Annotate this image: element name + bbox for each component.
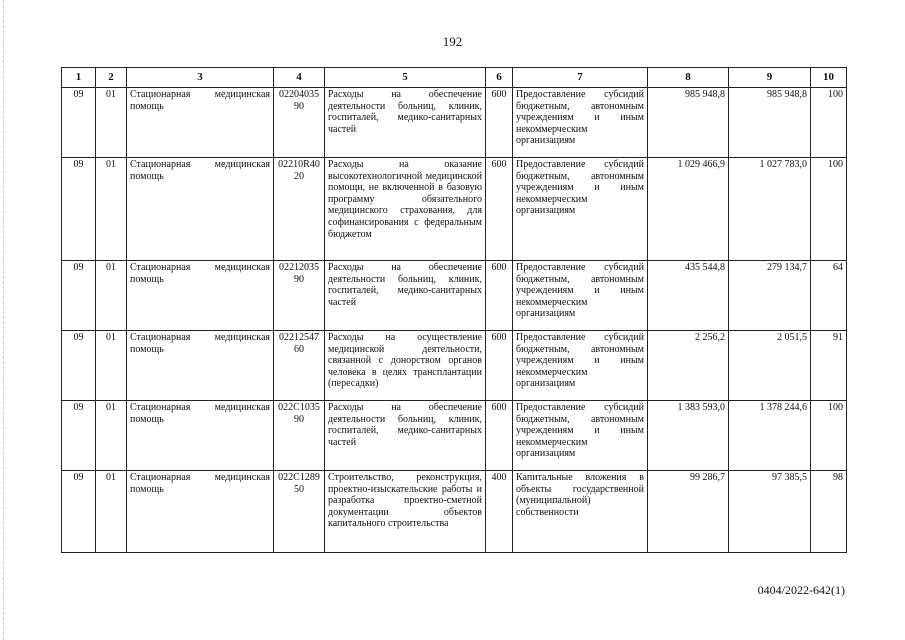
table-row: [62, 261, 847, 331]
cell-section: 09: [62, 401, 96, 471]
cell-section: 09: [62, 331, 96, 401]
document-code: 0404/2022-642(1): [757, 583, 845, 597]
cell-percent: 100: [811, 158, 847, 261]
table-row: [62, 331, 847, 401]
cell-target-code: 0221254760: [274, 331, 325, 401]
cell-expense-type-name: Предоставление субсидий бюджетным, автономным учреждениям и иным некоммерческим организациям: [513, 158, 648, 261]
table-row: [62, 401, 847, 471]
header-cell: 8: [648, 68, 729, 88]
header-cell: 9: [729, 68, 811, 88]
header-cell: 6: [486, 68, 513, 88]
cell-expense-type: 600: [486, 88, 513, 158]
cell-target-name: Расходы на оказание высокотехнологичной медицинской помощи, не включенной в базовую программу обязательного медицинского страхования, для софинансирования с федеральным бюджетом: [325, 158, 486, 261]
cell-target-name: Расходы на обеспечение деятельности больниц, клиник, госпиталей, медико-санитарных частей: [325, 261, 486, 331]
cell-percent: 100: [811, 88, 847, 158]
cell-percent: 64: [811, 261, 847, 331]
cell-subsection-name: Стационарная медицинская помощь: [127, 401, 274, 471]
cell-target-name: Расходы на осуществление медицинской деятельности, связанной с донорством органов человека в целях трансплантации (пересадки): [325, 331, 486, 401]
cell-planned-amount: 985 948,8: [648, 88, 729, 158]
cell-expense-type-name: Предоставление субсидий бюджетным, автономным учреждениям и иным некоммерческим организациям: [513, 331, 648, 401]
cell-planned-amount: 1 383 593,0: [648, 401, 729, 471]
cell-subsection-name: Стационарная медицинская помощь: [127, 471, 274, 553]
cell-target-code: 0221203590: [274, 261, 325, 331]
header-cell: 2: [96, 68, 127, 88]
cell-expense-type: 600: [486, 331, 513, 401]
budget-table: [61, 67, 847, 553]
cell-percent: 98: [811, 471, 847, 553]
cell-actual-amount: 2 051,5: [729, 331, 811, 401]
cell-section: 09: [62, 88, 96, 158]
header-cell: 1: [62, 68, 96, 88]
table-row: [62, 471, 847, 553]
cell-section: 09: [62, 471, 96, 553]
cell-percent: 100: [811, 401, 847, 471]
cell-planned-amount: 435 544,8: [648, 261, 729, 331]
cell-subsection: 01: [96, 471, 127, 553]
cell-actual-amount: 1 378 244,6: [729, 401, 811, 471]
cell-subsection: 01: [96, 88, 127, 158]
header-cell: 7: [513, 68, 648, 88]
cell-target-code: 022С128950: [274, 471, 325, 553]
header-cell: 4: [274, 68, 325, 88]
cell-subsection-name: Стационарная медицинская помощь: [127, 88, 274, 158]
cell-subsection-name: Стационарная медицинская помощь: [127, 158, 274, 261]
header-row: [62, 68, 847, 88]
cell-section: 09: [62, 261, 96, 331]
cell-expense-type-name: Предоставление субсидий бюджетным, автономным учреждениям и иным некоммерческим организациям: [513, 88, 648, 158]
cell-section: 09: [62, 158, 96, 261]
page-number: 192: [442, 34, 463, 49]
cell-expense-type-name: Капитальные вложения в объекты государственной (муниципальной) собственности: [513, 471, 648, 553]
cell-planned-amount: 2 256,2: [648, 331, 729, 401]
cell-expense-type: 600: [486, 401, 513, 471]
table-row: [62, 158, 847, 261]
cell-target-name: Расходы на обеспечение деятельности больниц, клиник, госпиталей, медико-санитарных частей: [325, 88, 486, 158]
cell-actual-amount: 1 027 783,0: [729, 158, 811, 261]
header-cell: 3: [127, 68, 274, 88]
table-row: [62, 88, 847, 158]
cell-subsection: 01: [96, 401, 127, 471]
cell-target-name: Расходы на обеспечение деятельности больниц, клиник, госпиталей, медико-санитарных частей: [325, 401, 486, 471]
cell-target-code: 02210R4020: [274, 158, 325, 261]
cell-subsection-name: Стационарная медицинская помощь: [127, 331, 274, 401]
cell-expense-type: 600: [486, 158, 513, 261]
cell-target-code: 022С103590: [274, 401, 325, 471]
cell-expense-type: 400: [486, 471, 513, 553]
header-cell: 5: [325, 68, 486, 88]
header-cell: 10: [811, 68, 847, 88]
cell-actual-amount: 97 385,5: [729, 471, 811, 553]
cell-target-code: 0220403590: [274, 88, 325, 158]
cell-planned-amount: 99 286,7: [648, 471, 729, 553]
cell-percent: 91: [811, 331, 847, 401]
cell-planned-amount: 1 029 466,9: [648, 158, 729, 261]
cell-subsection-name: Стационарная медицинская помощь: [127, 261, 274, 331]
cell-target-name: Строительство, реконструкция, проектно-изыскательские работы и разработка проектно-сметной документации объектов капитального строительства: [325, 471, 486, 553]
page-edge-line: [3, 0, 5, 640]
cell-subsection: 01: [96, 261, 127, 331]
cell-subsection: 01: [96, 158, 127, 261]
cell-expense-type: 600: [486, 261, 513, 331]
cell-actual-amount: 985 948,8: [729, 88, 811, 158]
cell-expense-type-name: Предоставление субсидий бюджетным, автономным учреждениям и иным некоммерческим организациям: [513, 261, 648, 331]
cell-subsection: 01: [96, 331, 127, 401]
cell-actual-amount: 279 134,7: [729, 261, 811, 331]
cell-expense-type-name: Предоставление субсидий бюджетным, автономным учреждениям и иным некоммерческим организациям: [513, 401, 648, 471]
